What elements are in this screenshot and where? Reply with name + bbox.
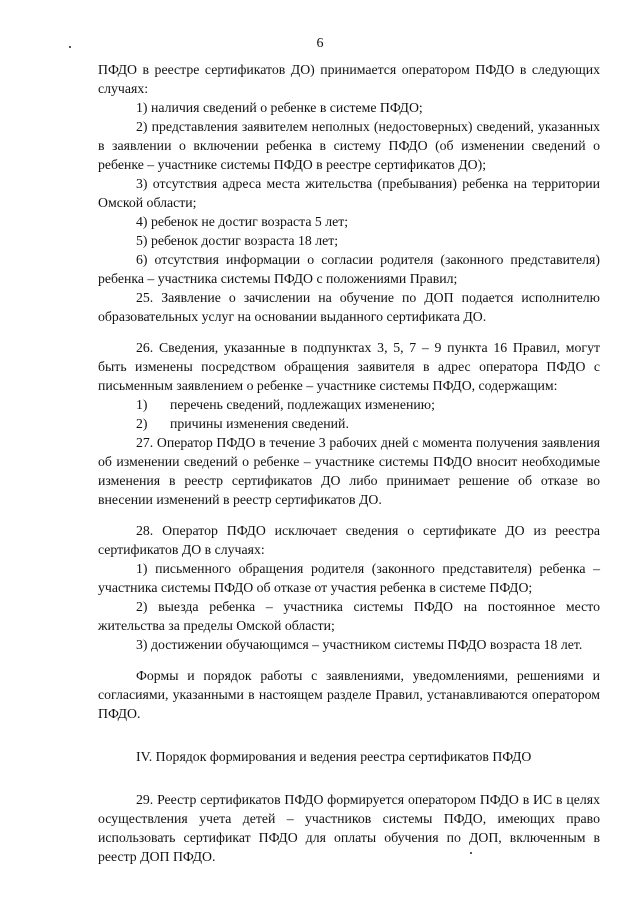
list-item: 1) письменного обращения родителя (законного представителя) ребенка – участника системы ПФДО об отказе от участия ребенка в системе ПФДО; [98, 561, 600, 595]
list-item [98, 395, 600, 414]
list-item [98, 414, 600, 433]
clause-25: 25. Заявление о зачислении на обучение по ДОП подается исполнителю образовательных услуг на основании выданного сертификата ДО. [98, 290, 600, 324]
list-number: 1) [136, 397, 148, 412]
clause-29: 29. Реестр сертификатов ПФДО формируется оператором ПФДО в ИС в целях осуществления учета детей – участников системы ПФДО, имеющих право использовать сертификат ПФДО для оплаты обучения по ДОП, включенным в реестр ДОП ПФДО. [98, 792, 600, 864]
document-body [98, 60, 600, 866]
list-text: причины изменения сведений. [170, 416, 349, 431]
clause-27: 27. Оператор ПФДО в течение 3 рабочих дней с момента получения заявления об изменении сведений о ребенке – участнике системы ПФДО вносит необходимые изменения в реестр сертификатов ДО либо принимает решение об отказе во внесении изменений в реестр сертификатов ДО. [98, 435, 600, 507]
list-item: 3) достижении обучающимся – участником системы ПФДО возраста 18 лет. [136, 637, 583, 652]
list-item: 2) выезда ребенка – участника системы ПФДО на постоянное место жительства за пределы Омской области; [98, 599, 600, 633]
list-item: 1) наличия сведений о ребенке в системе ПФДО; [136, 100, 423, 115]
section-heading: IV. Порядок формирования и ведения реестра сертификатов ПФДО [136, 749, 532, 764]
list-item: 5) ребенок достиг возраста 18 лет; [136, 233, 339, 248]
scan-speck [470, 852, 472, 854]
scan-speck [69, 46, 71, 48]
list-item: 6) отсутствия информации о согласии родителя (законного представителя) ребенка – участника системы ПФДО с положениями Правил; [98, 252, 600, 286]
list-number: 2) [136, 416, 148, 431]
paragraph: Формы и порядок работы с заявлениями, уведомлениями, решениями и согласиями, указанными в настоящем разделе Правил, устанавливаются оператором ПФДО. [98, 668, 600, 721]
clause-26: 26. Сведения, указанные в подпунктах 3, 5, 7 – 9 пункта 16 Правил, могут быть изменены посредством обращения заявителя в адрес оператора ПФДО с письменным заявлением о ребенке – участнике системы ПФДО, содержащим: [98, 340, 600, 393]
list-item: 2) представления заявителем неполных (недостоверных) сведений, указанных в заявлении о включении ребенка в систему ПФДО (об изменении сведений о ребенке – участнике системы ПФДО в реестре сертификатов ДО); [98, 119, 600, 172]
clause-28: 28. Оператор ПФДО исключает сведения о сертификате ДО из реестра сертификатов ДО в случаях: [98, 523, 600, 557]
page-number: 6 [316, 36, 324, 51]
list-item: 3) отсутствия адреса места жительства (пребывания) ребенка на территории Омской области; [98, 176, 600, 210]
list-item: 4) ребенок не достиг возраста 5 лет; [136, 214, 349, 229]
list-text: перечень сведений, подлежащих изменению; [170, 397, 435, 412]
paragraph: ПФДО в реестре сертификатов ДО) принимается оператором ПФДО в следующих случаях: [98, 62, 600, 96]
